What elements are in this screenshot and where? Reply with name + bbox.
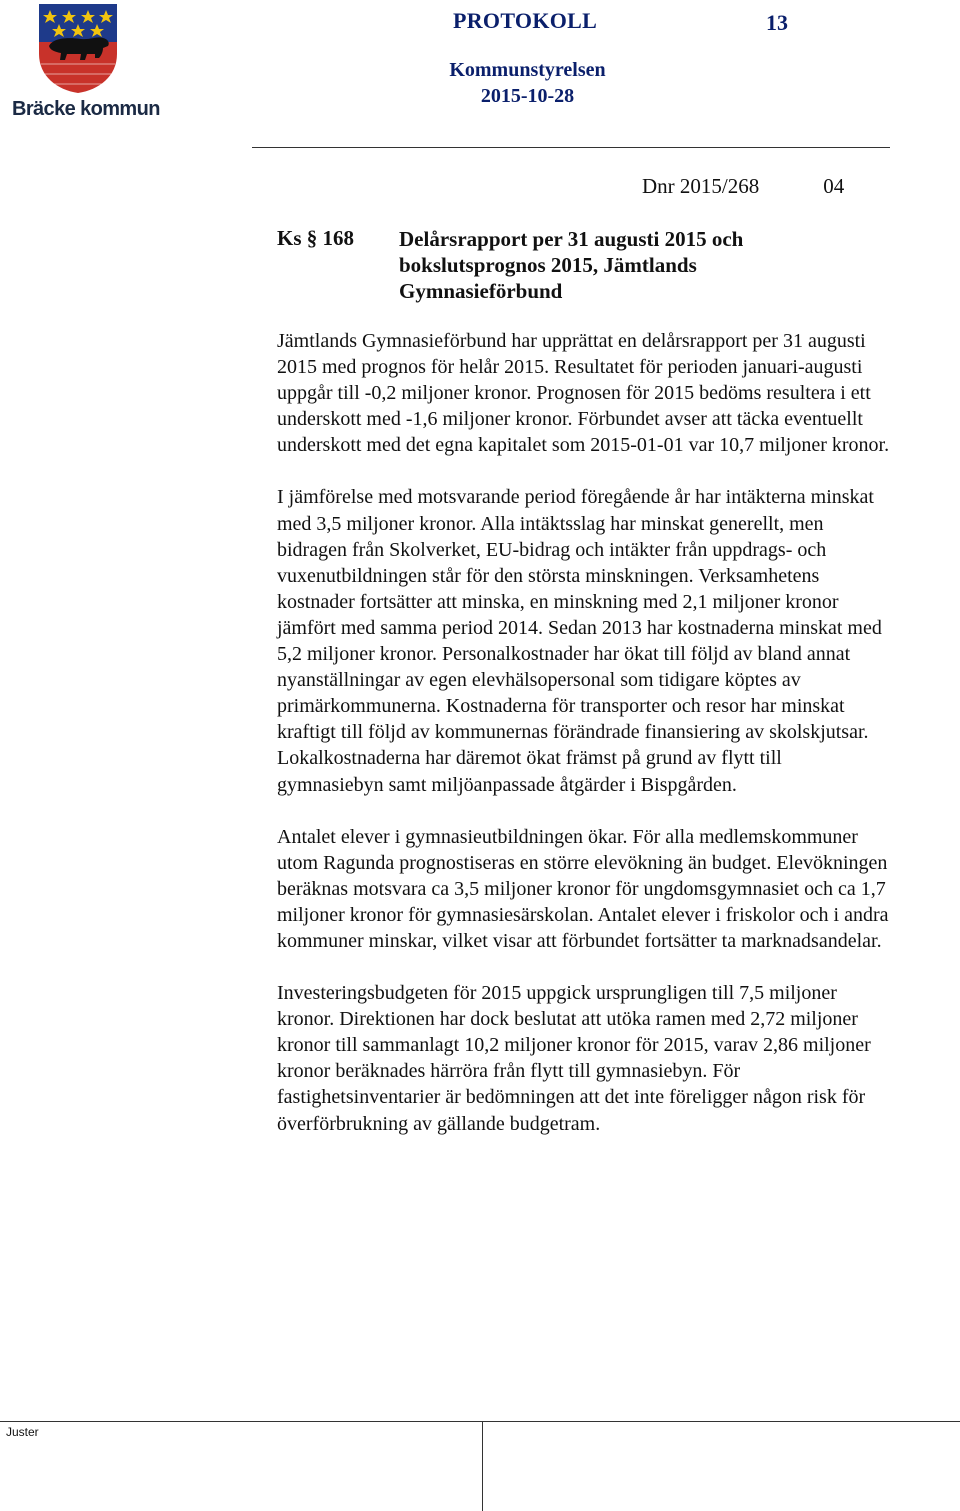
meeting-date: 2015-10-28 xyxy=(480,85,575,107)
logo-text: Bräcke kommun xyxy=(12,98,160,120)
paragraph: Antalet elever i gymnasieutbildningen ökar. För alla medlemskommuner utom Ragunda prognostiseras en större elevökning än budget. Elevökningen beräknas motsvara ca 3,5 miljoner kronor för ungdomsgymnasiet och ca 1,7 miljoner kronor för gymnasiesärskolan. Antalet elever i friskolor och i andra kommuner minskar, vilket visar att förbundet fortsätter ta marknadsandelar. xyxy=(277,825,889,952)
footer-divider xyxy=(0,1421,960,1422)
coat-of-arms-icon xyxy=(37,2,119,94)
paragraph-number: Ks § 168 xyxy=(277,226,355,250)
paragraph: Investeringsbudgeten för 2015 uppgick ursprungligen till 7,5 miljoner kronor. Direktionen har dock beslutat att utöka ramen med 2,72 miljoner kronor till sammanlagt 10,2 miljoner kronor för 2015, varav 2,86 miljoner kronor beräknades härröra från flytt till gymnasiebyn. För fastighetsinventarier är bedömningen att det inte föreligger någon risk för överförbrukning av gällande budgetram. xyxy=(277,982,871,1135)
document-type: PROTOKOLL xyxy=(453,8,598,33)
committee-name: Kommunstyrelsen xyxy=(449,59,606,81)
adjuster-label: Juster xyxy=(6,1425,39,1439)
case-subject: Delårsrapport per 31 augusti 2015 och bokslutsprognos 2015, Jämtlands Gymnasieförbund xyxy=(399,227,744,303)
diary-number: Dnr 2015/268 xyxy=(642,174,760,198)
paragraph: I jämförelse med motsvarande period föregående år har intäkterna minskat med 3,5 miljoner kronor. Alla intäktsslag har minskat generellt, men bidragen från Skolverket, EU-bidrag och intäkter från uppdrags- och vuxenutbildningen står för den största minskningen. Verksamhetens kostnader fortsätter att minska, en minskning med 2,1 miljoner kronor jämfört med samma period 2014. Sedan 2013 har kostnaderna minskat med 5,2 miljoner kronor. Personalkostnader har ökat till följd av bland annat nyanställningar av egen elevhälsopersonal som tidigare köptes av primärkommunerna. Kostnaderna för transporter och resor har minskat kraftigt till följd av kommunernas förändrade finansiering av skolskjutsar. Lokalkostnaderna har däremot ökat främst på grund av flytt till gymnasiebyn samt miljöanpassade åtgärder i Bispgården. xyxy=(277,486,882,796)
case-reference xyxy=(642,174,844,199)
signature-box-divider xyxy=(482,1421,483,1511)
minutes-body xyxy=(277,328,892,1163)
header-divider xyxy=(252,147,890,148)
municipality-logo xyxy=(12,2,160,121)
classification-code: 04 xyxy=(823,174,845,198)
page-number: 13 xyxy=(766,10,788,35)
paragraph: Jämtlands Gymnasieförbund har upprättat en delårsrapport per 31 augusti 2015 med prognos för helår 2015. Resultatet för perioden januari-augusti uppgår till -0,2 miljoner kronor. Prognosen för 2015 bedöms resultera i ett underskott med -1,6 miljoner kronor. Förbundet avser att täcka eventuellt underskott med det egna kapitalet som 2015-01-01 var 10,7 miljoner kronor. xyxy=(277,330,890,457)
